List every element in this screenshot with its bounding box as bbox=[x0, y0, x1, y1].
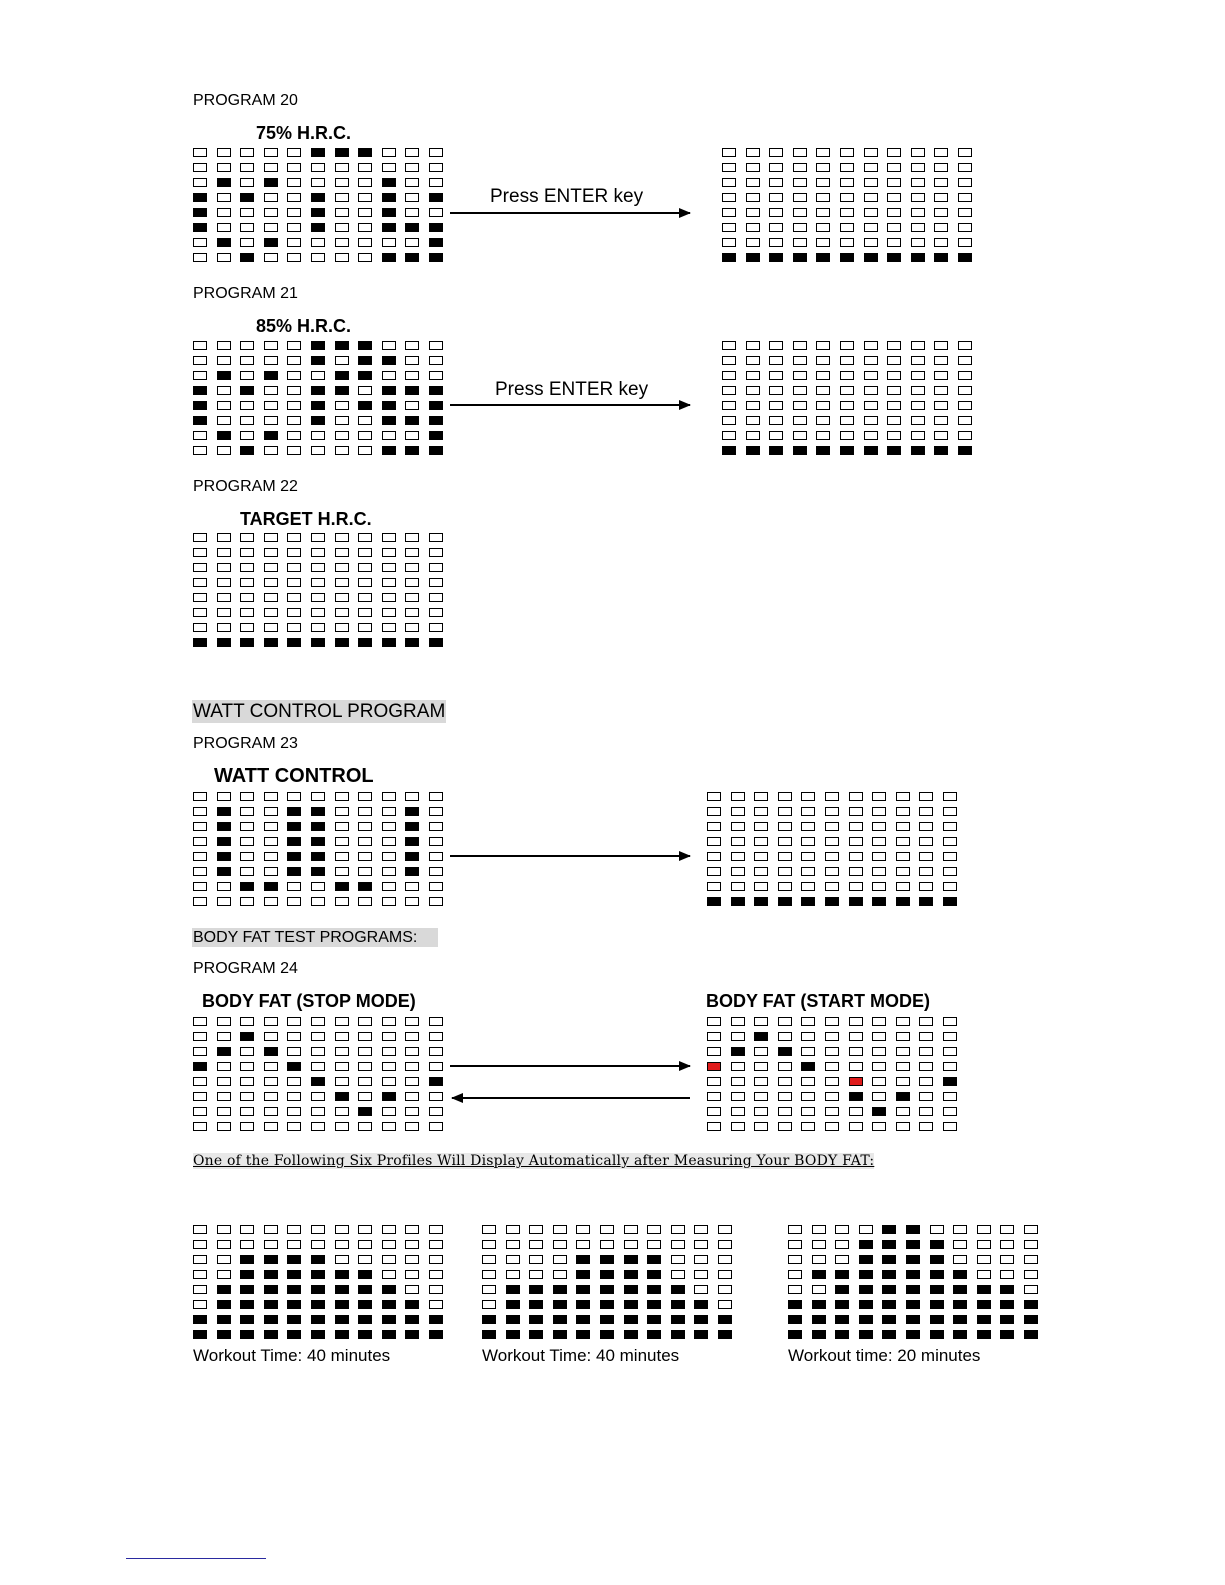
program-20-title: 75% H.R.C. bbox=[256, 123, 352, 143]
footnote-rule bbox=[126, 1558, 266, 1559]
bodyfat-section-heading: BODY FAT TEST PROGRAMS: bbox=[192, 928, 438, 947]
program-23-title: WATT CONTROL bbox=[214, 765, 374, 787]
profiles-note: One of the Following Six Profiles Will Display Automatically after Measuring Your BODY FAT: bbox=[193, 1153, 875, 1169]
profile-3-caption: Workout time: 20 minutes bbox=[788, 1346, 981, 1365]
program-20-arrow-label: Press ENTER key bbox=[490, 186, 644, 207]
program-21-title: 85% H.R.C. bbox=[256, 316, 352, 336]
program-23-label: PROGRAM 23 bbox=[193, 735, 298, 752]
program-24-label: PROGRAM 24 bbox=[193, 960, 298, 977]
profile-2-caption: Workout Time: 40 minutes bbox=[482, 1346, 680, 1365]
program-24-right-title: BODY FAT (START MODE) bbox=[706, 991, 930, 1011]
program-24-left-title: BODY FAT (STOP MODE) bbox=[202, 991, 416, 1011]
program-21-label: PROGRAM 21 bbox=[193, 285, 298, 302]
program-20-label: PROGRAM 20 bbox=[193, 92, 298, 109]
watt-section-heading: WATT CONTROL PROGRAM bbox=[193, 701, 446, 722]
program-21-arrow-label: Press ENTER key bbox=[495, 379, 649, 400]
profile-1-caption: Workout Time: 40 minutes bbox=[193, 1346, 391, 1365]
program-22-title: TARGET H.R.C. bbox=[240, 509, 372, 529]
program-22-label: PROGRAM 22 bbox=[193, 478, 298, 495]
